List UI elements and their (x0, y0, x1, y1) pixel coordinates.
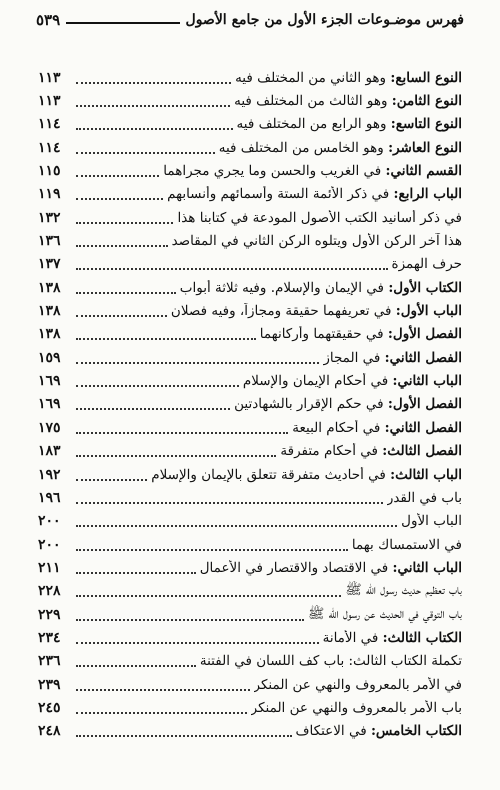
toc-entry (38, 113, 462, 136)
dot-leader (76, 455, 276, 457)
entry-label: الكتاب الثالث: (382, 629, 462, 646)
entry-page-number: ١٦٩ (38, 396, 61, 413)
dot-leader (76, 175, 159, 177)
header-rule (66, 22, 179, 24)
toc-entry (38, 556, 462, 579)
toc-entry (38, 276, 462, 299)
dot-leader (76, 315, 167, 317)
toc-entry (38, 696, 462, 719)
entry-label: الفصل الثاني: (384, 419, 462, 436)
entry-page-number: ٢٤٥ (38, 699, 61, 716)
dot-leader (76, 222, 173, 224)
toc-entry (38, 416, 462, 439)
entry-title: في الإيمان والإسلام. وفيه ثلاثة أبواب (179, 279, 385, 296)
toc-entry (38, 299, 462, 322)
entry-title: حرف الهمزة (391, 256, 462, 273)
entry-page-number: ١١٤ (38, 139, 61, 156)
entry-title: تكملة الكتاب الثالث: باب كف اللسان في الفتنة (199, 653, 462, 670)
entry-label: الباب الثالث: (390, 466, 462, 483)
page-number: ٥٣٩ (36, 11, 61, 29)
entry-title: الباب الأول (401, 513, 462, 530)
entry-title: في ذكر الأئمة الستة وأسمائهم وأنسابهم (167, 186, 390, 203)
toc-entry (38, 159, 462, 182)
entry-page-number: ٢٢٩ (38, 606, 61, 623)
entry-title: في أحكام الإيمان والإسلام (242, 373, 389, 390)
entry-label: الفصل الثاني: (384, 349, 462, 366)
entry-page-number: ١٥٩ (38, 349, 61, 366)
dot-leader (76, 245, 168, 247)
dot-leader (76, 665, 196, 667)
toc-entry (38, 183, 462, 206)
entry-title: في الاقتصاد والاقتصار في الأعمال (199, 559, 389, 576)
entry-title: في ذكر أسانيد الكتب الأصول المودعة في كتابنا هذا (177, 209, 462, 226)
entry-title: في الأمانة (322, 629, 379, 646)
entry-label: النوع التاسع: (390, 116, 462, 133)
entry-label: الباب الرابع: (393, 186, 462, 203)
toc-entry (38, 369, 462, 392)
page-header (36, 6, 464, 34)
entry-page-number: ١٨٣ (38, 443, 61, 460)
dot-leader (76, 105, 230, 107)
dot-leader (76, 525, 397, 527)
entry-title: في حكم الإقرار بالشهادتين (234, 396, 384, 413)
toc-entry (38, 720, 462, 743)
toc-entry (38, 580, 462, 603)
toc-entry (38, 603, 462, 626)
entry-page-number: ٢٣٦ (38, 653, 61, 670)
toc-entry (38, 393, 462, 416)
entry-label: الكتاب الأول: (388, 279, 462, 296)
dot-leader (76, 82, 231, 84)
entry-label: النوع السابع: (390, 69, 462, 86)
toc-entry (38, 673, 462, 696)
entry-title: في الاستمساك بهما (351, 536, 462, 553)
entry-page-number: ٢٣٩ (38, 676, 61, 693)
toc-entry (38, 66, 462, 89)
entry-label: النوع الثامن: (391, 93, 462, 110)
entry-title: باب في القدر (386, 489, 462, 506)
entry-title: في الأمر بالمعروف والنهي عن المنكر (253, 676, 462, 693)
entry-title: وهو الثاني من المختلف فيه (235, 69, 387, 86)
entry-title: في أحكام متفرقة (280, 443, 378, 460)
entry-title: في الغريب والحسن وما يجري مجراهما (163, 163, 382, 180)
entry-label: الباب الثاني: (392, 559, 462, 576)
entry-label: القسم الثاني: (385, 163, 462, 180)
entry-page-number: ١٣٦ (38, 233, 61, 250)
entry-label: الفصل الأول: (387, 396, 462, 413)
dot-leader (76, 362, 319, 364)
entry-page-number: ١٦٩ (38, 373, 61, 390)
entry-label: الفصل الثالث: (382, 443, 462, 460)
toc-list (38, 66, 462, 743)
entry-title: باب الأمر بالمعروف والنهي عن المنكر (250, 699, 462, 716)
entry-page-number: ١٣٨ (38, 326, 61, 343)
entry-page-number: ٢٠٠ (38, 513, 61, 530)
entry-page-number: ١٧٥ (38, 419, 61, 436)
toc-entry (38, 253, 462, 276)
toc-entry (38, 440, 462, 463)
dot-leader (76, 152, 215, 154)
entry-title: في المجاز (323, 349, 381, 366)
entry-page-number: ١٩٦ (38, 489, 61, 506)
toc-entry (38, 89, 462, 112)
entry-title: هذا آخر الركن الأول ويتلوه الركن الثاني في المقاصد (171, 233, 462, 250)
toc-entry (38, 136, 462, 159)
running-title: فهرس موضـوعات الجزء الأول من جامع الأصول (185, 12, 464, 28)
entry-page-number: ١١٤ (38, 116, 61, 133)
entry-page-number: ١٣٧ (38, 256, 61, 273)
toc-entry (38, 206, 462, 229)
entry-title: وهو الثالث من المختلف فيه (234, 93, 388, 110)
toc-entry (38, 463, 462, 486)
entry-title: في تعريفهما حقيقة ومجازاً، وفيه فصلان (170, 303, 392, 320)
entry-page-number: ١٣٨ (38, 279, 61, 296)
dot-leader (76, 642, 319, 644)
entry-page-number: ٢٢٨ (38, 583, 61, 600)
dot-leader (76, 572, 196, 574)
dot-leader (76, 549, 348, 551)
entry-title: في حقيقتهما وأركانهما (259, 326, 384, 343)
entry-page-number: ٢٣٤ (38, 629, 61, 646)
entry-page-number: ١٣٨ (38, 303, 61, 320)
toc-entry (38, 510, 462, 533)
entry-label: الفصل الأول: (387, 326, 462, 343)
entry-title: في الاعتكاف (295, 723, 367, 740)
dot-leader (76, 712, 247, 714)
entry-page-number: ١١٣ (38, 69, 61, 86)
dot-leader (76, 408, 230, 410)
entry-label: الكتاب الخامس: (370, 723, 462, 740)
entry-title: وهو الخامس من المختلف فيه (218, 139, 384, 156)
dot-leader (76, 595, 341, 597)
entry-title: باب تعظيم حديث رسول الله ﷺ (345, 582, 462, 599)
entry-page-number: ٢٤٨ (38, 723, 61, 740)
toc-entry (38, 533, 462, 556)
toc-entry (38, 346, 462, 369)
entry-page-number: ١١٩ (38, 186, 61, 203)
toc-entry (38, 229, 462, 252)
toc-entry (38, 650, 462, 673)
dot-leader (76, 735, 292, 737)
entry-page-number: ١١٥ (38, 163, 61, 180)
dot-leader (76, 479, 147, 481)
toc-entry (38, 486, 462, 509)
entry-page-number: ٢٠٠ (38, 536, 61, 553)
entry-title: وهو الرابع من المختلف فيه (236, 116, 387, 133)
entry-page-number: ١٣٢ (38, 209, 61, 226)
entry-title: في أحاديث متفرقة تتعلق بالإيمان والإسلام (151, 466, 386, 483)
entry-page-number: ٢١١ (38, 559, 61, 576)
dot-leader (76, 502, 383, 504)
dot-leader (76, 268, 388, 270)
entry-label: النوع العاشر: (388, 139, 462, 156)
entry-page-number: ١١٣ (38, 93, 61, 110)
dot-leader (76, 689, 250, 691)
dot-leader (76, 619, 304, 621)
entry-label: الباب الأول: (395, 303, 462, 320)
toc-entry (38, 626, 462, 649)
dot-leader (76, 385, 239, 387)
dot-leader (76, 432, 288, 434)
entry-label: الباب الثاني: (392, 373, 462, 390)
entry-title: في أحكام البيعة (292, 419, 381, 436)
entry-page-number: ١٩٢ (38, 466, 61, 483)
toc-entry (38, 323, 462, 346)
entry-title: باب التوقي في الحديث عن رسول الله ﷺ (308, 605, 462, 622)
dot-leader (76, 198, 163, 200)
dot-leader (76, 292, 176, 294)
dot-leader (76, 338, 256, 340)
dot-leader (76, 128, 233, 130)
